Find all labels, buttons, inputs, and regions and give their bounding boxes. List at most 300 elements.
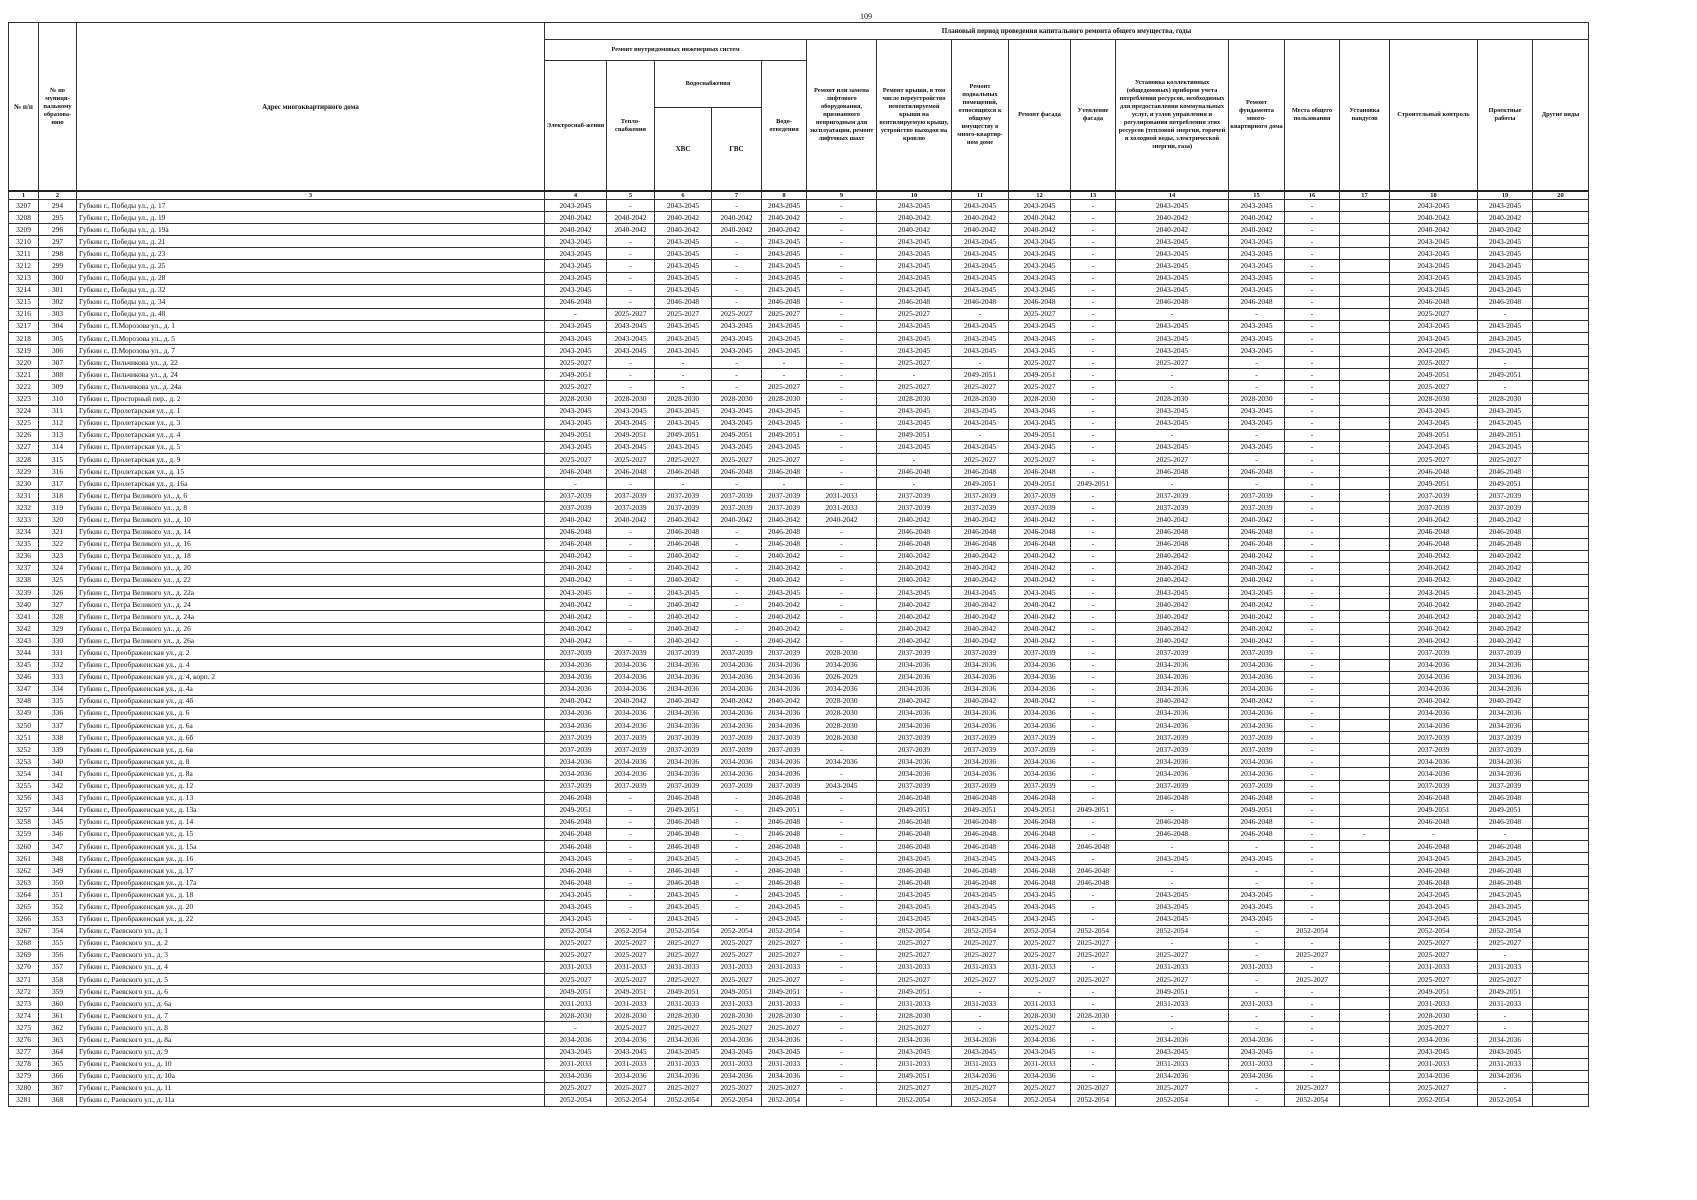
table-cell: 2043-2045 (1390, 333, 1478, 345)
table-cell: - (807, 345, 877, 357)
table-cell: 2043-2045 (1116, 260, 1229, 272)
table-cell: 2040-2042 (1229, 514, 1285, 526)
table-cell: 2043-2045 (1229, 441, 1285, 453)
table-cell (1340, 599, 1390, 611)
table-cell: 2043-2045 (952, 587, 1009, 599)
table-cell: - (1285, 623, 1340, 635)
table-cell: 2043-2045 (952, 236, 1009, 248)
table-cell: 2028-2030 (712, 1010, 762, 1022)
table-cell: 3270 (9, 961, 39, 973)
table-cell: 2040-2042 (877, 574, 952, 586)
table-cell: - (607, 623, 655, 635)
table-cell: - (807, 405, 877, 417)
table-cell: 2025-2027 (1116, 974, 1229, 986)
table-cell: 2037-2039 (1390, 647, 1478, 659)
table-cell (1340, 611, 1390, 623)
table-cell: 2043-2045 (655, 889, 712, 901)
table-cell: 2046-2048 (655, 466, 712, 478)
table-cell (1340, 369, 1390, 381)
table-cell (1340, 490, 1390, 502)
table-cell: 2052-2054 (1390, 1094, 1478, 1106)
table-cell: 347 (39, 840, 77, 852)
table-cell: - (1285, 707, 1340, 719)
table-cell: 2043-2045 (712, 1046, 762, 1058)
table-cell (1533, 949, 1589, 961)
table-cell: - (1071, 284, 1116, 296)
table-cell: 2040-2042 (1390, 514, 1478, 526)
table-cell: - (1285, 562, 1340, 574)
address-cell: Губкин г., Петра Великого ул., д. 16 (77, 538, 545, 550)
table-cell: 2046-2048 (952, 538, 1009, 550)
table-cell: 2025-2027 (1116, 949, 1229, 961)
table-cell: 2028-2030 (545, 393, 607, 405)
table-cell: 2037-2039 (1390, 502, 1478, 514)
address-cell: Губкин г., Пильчикова ул., д. 24 (77, 369, 545, 381)
table-cell: 2046-2048 (1478, 466, 1533, 478)
table-cell: - (1229, 840, 1285, 852)
table-cell: 2037-2039 (1009, 647, 1071, 659)
table-cell: - (807, 538, 877, 550)
table-cell: 311 (39, 405, 77, 417)
table-cell (1340, 647, 1390, 659)
table-cell: - (1285, 780, 1340, 792)
table-cell: - (807, 611, 877, 623)
table-cell (1533, 683, 1589, 695)
table-cell: 3224 (9, 405, 39, 417)
table-cell: 294 (39, 200, 77, 212)
address-cell: Губкин г., Петра Великого ул., д. 24 (77, 599, 545, 611)
table-cell: 2049-2051 (1478, 986, 1533, 998)
table-cell: 2025-2027 (607, 308, 655, 320)
table-cell: - (807, 1010, 877, 1022)
table-cell: 2043-2045 (1478, 248, 1533, 260)
table-cell: 3263 (9, 877, 39, 889)
table-cell: - (1478, 381, 1533, 393)
table-cell: 2037-2039 (1009, 744, 1071, 756)
address-cell: Губкин г., Преображенская ул., д. 13 (77, 792, 545, 804)
table-cell: - (807, 248, 877, 260)
table-cell: 2037-2039 (712, 780, 762, 792)
table-cell: 2025-2027 (952, 453, 1009, 465)
table-cell (1533, 865, 1589, 877)
table-cell (1533, 768, 1589, 780)
table-cell: 2037-2039 (1478, 502, 1533, 514)
table-cell (1533, 429, 1589, 441)
table-cell: 3276 (9, 1034, 39, 1046)
table-cell: 2025-2027 (1478, 974, 1533, 986)
table-cell: 2043-2045 (1009, 200, 1071, 212)
table-cell: - (1285, 538, 1340, 550)
table-cell: 3214 (9, 284, 39, 296)
table-cell: 2046-2048 (1390, 526, 1478, 538)
address-cell: Губкин г., Раевского ул., д. 7 (77, 1010, 545, 1022)
table-cell: 2040-2042 (877, 611, 952, 623)
table-cell: 2034-2036 (1009, 659, 1071, 671)
table-cell: 2034-2036 (1390, 1070, 1478, 1082)
table-cell: 2034-2036 (762, 1034, 807, 1046)
table-cell: 2043-2045 (712, 320, 762, 332)
table-cell (1533, 1034, 1589, 1046)
table-row (9, 671, 1589, 683)
table-cell: 2046-2048 (877, 526, 952, 538)
table-cell (1533, 744, 1589, 756)
table-cell: 296 (39, 224, 77, 236)
table-cell: 2034-2036 (655, 671, 712, 683)
table-cell: - (807, 272, 877, 284)
table-row (9, 732, 1589, 744)
table-cell (1340, 1082, 1390, 1094)
table-cell: 2040-2042 (1116, 635, 1229, 647)
table-cell (1533, 1022, 1589, 1034)
table-cell: 2046-2048 (952, 816, 1009, 828)
table-cell: 2037-2039 (1478, 732, 1533, 744)
table-cell: 2040-2042 (1116, 611, 1229, 623)
table-cell: 2046-2048 (952, 865, 1009, 877)
table-cell: - (1285, 683, 1340, 695)
table-cell: - (607, 357, 655, 369)
table-cell: - (807, 986, 877, 998)
table-cell: - (952, 986, 1009, 998)
table-cell: 326 (39, 587, 77, 599)
table-cell: 2034-2036 (712, 1070, 762, 1082)
address-cell: Губкин г., Преображенская ул., д. 22 (77, 913, 545, 925)
table-cell: - (1071, 345, 1116, 357)
table-cell: - (607, 877, 655, 889)
table-cell: 3223 (9, 393, 39, 405)
table-cell: 2052-2054 (607, 925, 655, 937)
table-cell: 2043-2045 (1009, 260, 1071, 272)
table-cell: - (1071, 780, 1116, 792)
table-cell: 2034-2036 (1478, 768, 1533, 780)
table-cell: 2043-2045 (655, 901, 712, 913)
table-cell: 2043-2045 (1390, 1046, 1478, 1058)
table-cell: 2040-2042 (655, 514, 712, 526)
address-cell: Губкин г., Преображенская ул., д. 2 (77, 647, 545, 659)
table-cell: 3246 (9, 671, 39, 683)
table-cell: 2040-2042 (762, 695, 807, 707)
table-cell: - (1071, 1034, 1116, 1046)
table-cell: - (712, 853, 762, 865)
address-cell: Губкин г., Преображенская ул., д. 6 (77, 707, 545, 719)
table-cell: 2037-2039 (607, 780, 655, 792)
table-cell: 2043-2045 (877, 587, 952, 599)
table-cell: - (1071, 635, 1116, 647)
table-cell: 317 (39, 478, 77, 490)
table-cell: 2043-2045 (1478, 1046, 1533, 1058)
table-cell: 342 (39, 780, 77, 792)
table-cell: 2040-2042 (1478, 562, 1533, 574)
table-cell: 2049-2051 (1071, 478, 1116, 490)
column-number: 10 (877, 191, 952, 200)
table-cell: 2025-2027 (877, 308, 952, 320)
table-cell: 2031-2033 (952, 961, 1009, 973)
table-cell: 2043-2045 (952, 901, 1009, 913)
table-cell: 2043-2045 (1116, 236, 1229, 248)
table-cell (1340, 441, 1390, 453)
table-cell: - (607, 284, 655, 296)
table-cell: 2028-2030 (607, 393, 655, 405)
table-cell: 2052-2054 (607, 1094, 655, 1106)
table-cell: 2025-2027 (877, 381, 952, 393)
table-cell: - (1478, 1082, 1533, 1094)
table-cell: 2040-2042 (1390, 224, 1478, 236)
table-cell: 2046-2048 (1009, 828, 1071, 840)
table-cell: 2028-2030 (807, 707, 877, 719)
table-cell: 2040-2042 (1009, 224, 1071, 236)
table-cell (1533, 478, 1589, 490)
table-cell: 2043-2045 (1009, 272, 1071, 284)
table-cell: 346 (39, 828, 77, 840)
table-cell: 2043-2045 (1116, 587, 1229, 599)
table-cell: 2043-2045 (712, 441, 762, 453)
column-number: 2 (39, 191, 77, 200)
table-cell: 2040-2042 (655, 574, 712, 586)
table-cell: 2046-2048 (1116, 296, 1229, 308)
table-cell: - (712, 369, 762, 381)
table-cell: 2040-2042 (1009, 550, 1071, 562)
table-cell: 2043-2045 (712, 417, 762, 429)
table-cell: - (807, 587, 877, 599)
table-cell: 2025-2027 (1285, 974, 1340, 986)
table-cell: 2034-2036 (655, 683, 712, 695)
table-row (9, 357, 1589, 369)
table-cell (1533, 828, 1589, 840)
table-cell: 2034-2036 (1229, 671, 1285, 683)
table-cell: 312 (39, 417, 77, 429)
table-cell: 2049-2051 (877, 429, 952, 441)
table-cell: 2043-2045 (877, 236, 952, 248)
table-cell: 2034-2036 (877, 768, 952, 780)
table-cell: 343 (39, 792, 77, 804)
table-cell: - (655, 478, 712, 490)
table-cell: 2026-2029 (807, 671, 877, 683)
table-cell: 2043-2045 (1390, 272, 1478, 284)
table-cell: 2040-2042 (1116, 224, 1229, 236)
table-cell: 2025-2027 (712, 1022, 762, 1034)
table-cell (1533, 659, 1589, 671)
col-header-construction-control: Строительный контроль (1390, 40, 1478, 192)
table-cell: 3252 (9, 744, 39, 756)
table-cell: 2034-2036 (607, 768, 655, 780)
table-cell: - (1071, 236, 1116, 248)
table-cell: 2037-2039 (655, 780, 712, 792)
table-cell: 2034-2036 (655, 659, 712, 671)
table-cell: 3262 (9, 865, 39, 877)
table-cell: 2043-2045 (1478, 284, 1533, 296)
table-cell: 2046-2048 (545, 466, 607, 478)
table-cell: - (712, 550, 762, 562)
address-cell: Губкин г., Преображенская ул., д. 8а (77, 768, 545, 780)
table-cell: 2043-2045 (762, 405, 807, 417)
table-cell: - (1285, 816, 1340, 828)
table-cell: - (1285, 490, 1340, 502)
table-cell: 2052-2054 (655, 925, 712, 937)
table-cell: - (1116, 369, 1229, 381)
table-cell: 2052-2054 (1071, 925, 1116, 937)
table-cell: 3236 (9, 550, 39, 562)
table-cell: - (607, 381, 655, 393)
table-cell: 2034-2036 (877, 756, 952, 768)
table-cell: - (1071, 732, 1116, 744)
table-cell: - (607, 538, 655, 550)
table-cell: 2025-2027 (545, 381, 607, 393)
table-cell: - (712, 828, 762, 840)
table-cell: 2031-2033 (655, 998, 712, 1010)
address-cell: Губкин г., Победы ул., д. 17 (77, 200, 545, 212)
table-cell (1533, 877, 1589, 889)
table-cell (1340, 1022, 1390, 1034)
column-number: 19 (1478, 191, 1533, 200)
address-cell: Губкин г., Пильчикова ул., д. 22 (77, 357, 545, 369)
table-cell: 2034-2036 (877, 720, 952, 732)
table-cell: 3265 (9, 901, 39, 913)
table-cell: 3225 (9, 417, 39, 429)
address-cell: Губкин г., Преображенская ул., д. 4а (77, 683, 545, 695)
table-cell: 338 (39, 732, 77, 744)
address-cell: Губкин г., Петра Великого ул., д. 22а (77, 587, 545, 599)
table-cell: 2025-2027 (952, 937, 1009, 949)
table-cell: 2046-2048 (952, 877, 1009, 889)
address-cell: Губкин г., Победы ул., д. 28 (77, 272, 545, 284)
table-cell (1533, 695, 1589, 707)
table-cell: - (1285, 550, 1340, 562)
table-cell: 2043-2045 (952, 889, 1009, 901)
table-cell (1533, 417, 1589, 429)
table-cell: 3215 (9, 296, 39, 308)
table-cell: - (807, 816, 877, 828)
table-cell: 2037-2039 (1229, 780, 1285, 792)
table-cell: 2043-2045 (655, 1046, 712, 1058)
table-cell: 2043-2045 (877, 405, 952, 417)
table-cell: 2049-2051 (655, 804, 712, 816)
address-cell: Губкин г., Преображенская ул., д. 4, корп. 2 (77, 671, 545, 683)
table-cell: 2034-2036 (762, 659, 807, 671)
table-cell: - (807, 369, 877, 381)
table-cell: - (1285, 236, 1340, 248)
table-cell: - (712, 272, 762, 284)
table-cell: 3269 (9, 949, 39, 961)
table-cell: 2040-2042 (877, 514, 952, 526)
table-cell (1533, 599, 1589, 611)
col-header-basement: Ремонт подвальных помещений, относящихся к общему имуществу в много-квартир-ном доме (952, 40, 1009, 192)
table-cell: 2037-2039 (545, 647, 607, 659)
table-cell: - (807, 828, 877, 840)
table-cell: - (1071, 816, 1116, 828)
table-cell: 2034-2036 (1009, 707, 1071, 719)
table-cell: - (1285, 877, 1340, 889)
table-cell: - (807, 1070, 877, 1082)
col-header-no: № п/п (9, 23, 39, 192)
table-cell: 2034-2036 (1009, 1034, 1071, 1046)
table-cell: 2034-2036 (877, 671, 952, 683)
table-cell: 2043-2045 (762, 272, 807, 284)
table-row (9, 224, 1589, 236)
table-cell: - (807, 768, 877, 780)
table-cell: - (655, 369, 712, 381)
table-cell: 2025-2027 (877, 949, 952, 961)
table-row (9, 949, 1589, 961)
table-row (9, 925, 1589, 937)
table-row (9, 974, 1589, 986)
table-cell: 2025-2027 (1390, 1082, 1478, 1094)
table-cell: 2049-2051 (1390, 986, 1478, 998)
table-cell: 2049-2051 (545, 369, 607, 381)
table-cell: - (807, 417, 877, 429)
table-cell: 3248 (9, 695, 39, 707)
table-cell: 2046-2048 (1116, 466, 1229, 478)
table-cell: - (1116, 381, 1229, 393)
table-cell: 2043-2045 (1229, 236, 1285, 248)
table-cell (1533, 200, 1589, 212)
table-row (9, 683, 1589, 695)
table-cell: 2043-2045 (712, 345, 762, 357)
table-cell: - (1285, 611, 1340, 623)
table-cell: 2043-2045 (1229, 417, 1285, 429)
table-cell: 3271 (9, 974, 39, 986)
table-cell: 2025-2027 (712, 1082, 762, 1094)
table-cell: 2043-2045 (1229, 405, 1285, 417)
table-cell (1340, 986, 1390, 998)
table-cell: 2034-2036 (1478, 659, 1533, 671)
table-cell: - (1071, 792, 1116, 804)
table-cell: - (1285, 756, 1340, 768)
table-cell (1340, 514, 1390, 526)
table-cell (1533, 284, 1589, 296)
table-cell: 2046-2048 (952, 526, 1009, 538)
table-cell: 2043-2045 (545, 587, 607, 599)
table-cell: 2043-2045 (877, 333, 952, 345)
table-cell: 2034-2036 (1116, 659, 1229, 671)
table-cell: 2043-2045 (762, 901, 807, 913)
table-cell: 2043-2045 (1478, 320, 1533, 332)
table-cell: 2043-2045 (1229, 345, 1285, 357)
address-cell: Губкин г., Раевского ул., д. 5 (77, 974, 545, 986)
table-cell: 2034-2036 (712, 671, 762, 683)
table-row (9, 986, 1589, 998)
table-cell: 2043-2045 (1116, 248, 1229, 260)
table-cell: 2046-2048 (655, 840, 712, 852)
table-cell: 2049-2051 (1116, 986, 1229, 998)
table-row (9, 659, 1589, 671)
table-cell: - (807, 1058, 877, 1070)
table-cell: - (712, 357, 762, 369)
table-cell: 3280 (9, 1082, 39, 1094)
table-cell: 2040-2042 (1478, 514, 1533, 526)
table-cell: 350 (39, 877, 77, 889)
table-cell: 300 (39, 272, 77, 284)
table-cell (1340, 659, 1390, 671)
table-cell: 2025-2027 (655, 1082, 712, 1094)
address-cell: Губкин г., Раевского ул., д. 10 (77, 1058, 545, 1070)
table-row (9, 587, 1589, 599)
table-cell: - (607, 865, 655, 877)
table-cell: - (1071, 429, 1116, 441)
table-cell: - (1285, 224, 1340, 236)
table-cell (1340, 308, 1390, 320)
table-cell: - (807, 744, 877, 756)
table-cell: 2034-2036 (712, 1034, 762, 1046)
table-cell: 3264 (9, 889, 39, 901)
table-cell: 2028-2030 (762, 1010, 807, 1022)
table-cell: 2025-2027 (952, 381, 1009, 393)
table-cell: 2043-2045 (655, 248, 712, 260)
table-cell: - (807, 865, 877, 877)
table-cell: 2043-2045 (877, 320, 952, 332)
table-cell: - (1285, 248, 1340, 260)
table-cell (1340, 526, 1390, 538)
table-cell: 3231 (9, 490, 39, 502)
table-cell: 2043-2045 (1390, 913, 1478, 925)
